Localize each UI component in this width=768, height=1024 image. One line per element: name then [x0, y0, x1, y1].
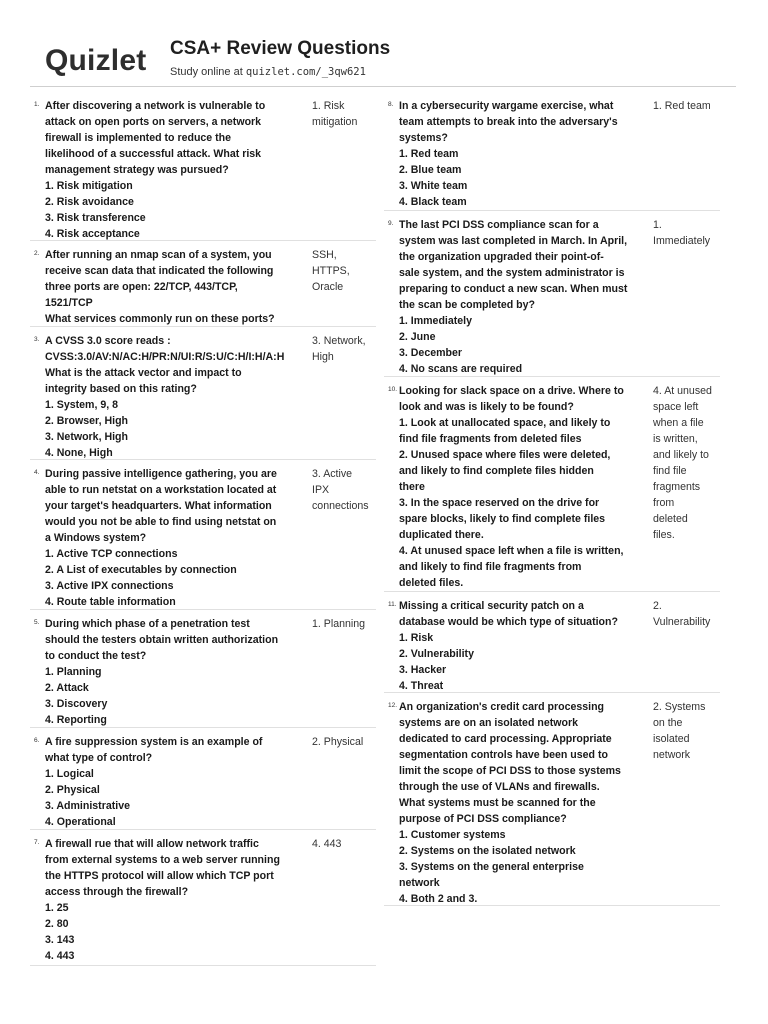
answer-line: deleted — [653, 513, 688, 525]
answer-line: Vulnerability — [653, 616, 711, 628]
question-line: a Windows system? — [45, 532, 147, 544]
answer-text — [312, 616, 378, 632]
question-line: systems? — [399, 132, 448, 144]
question-number: 3. — [34, 336, 40, 343]
question-line: 3. Systems on the general enterprise — [399, 861, 584, 873]
question-number: 1. — [34, 101, 40, 108]
question-line: A CVSS 3.0 score reads : — [45, 335, 171, 347]
answer-line: 4. At unused — [653, 385, 712, 397]
answer-line: 1. — [653, 219, 662, 231]
question-line: integrity based on this rating? — [45, 383, 197, 395]
answer-line: Oracle — [312, 281, 344, 293]
question-line: there — [399, 481, 425, 493]
question-line: 4. No scans are required — [399, 363, 523, 375]
question-line: should the testers obtain written authorization — [45, 634, 279, 646]
question-line: 4. At unused space left when a file is written, — [399, 545, 624, 557]
question-line: 4. Threat — [399, 680, 444, 692]
question-line: sale system, and the system administrator is — [399, 267, 625, 279]
question-line: 1. Logical — [45, 768, 94, 780]
question-card — [384, 211, 720, 377]
question-line: 1. Planning — [45, 666, 102, 678]
answer-line: network — [653, 749, 691, 761]
question-line: 3. White team — [399, 180, 468, 192]
question-line: 1. System, 9, 8 — [45, 399, 119, 411]
question-number: 4. — [34, 469, 40, 476]
answer-line: Immediately — [653, 235, 711, 247]
question-line: 1. 25 — [45, 902, 69, 914]
question-line: 1. Red team — [399, 148, 459, 160]
answer-line: from — [653, 497, 675, 509]
answer-line: 2. — [653, 600, 662, 612]
answer-line: SSH, — [312, 249, 337, 261]
question-text — [45, 98, 300, 242]
question-line: systems are on an isolated network — [399, 717, 578, 729]
question-line: able to run netstat on a workstation located at — [45, 484, 277, 496]
question-number: 5. — [34, 619, 40, 626]
question-line: 2. June — [399, 331, 436, 343]
question-line: 2. Attack — [45, 682, 89, 694]
answer-line: 1. Red team — [653, 100, 711, 112]
answer-line: 3. Active — [312, 468, 353, 480]
question-card — [30, 728, 376, 830]
question-line: 3. In the space reserved on the drive for — [399, 497, 600, 509]
question-number: 8. — [388, 101, 394, 108]
question-line: the scan be completed by? — [399, 299, 535, 311]
question-line: During which phase of a penetration test — [45, 618, 250, 630]
question-card — [30, 610, 376, 728]
answer-line: fragments — [653, 481, 701, 493]
question-line: 3. Risk transference — [45, 212, 146, 224]
answer-text — [653, 598, 721, 630]
question-line: find file fragments from deleted files — [399, 433, 582, 445]
answer-line: is written, — [653, 433, 698, 445]
question-line: spare blocks, likely to find complete files — [399, 513, 606, 525]
question-line: 2. Physical — [45, 784, 100, 796]
question-line: 2. Systems on the isolated network — [399, 845, 576, 857]
question-text — [399, 217, 644, 377]
question-line: duplicated there. — [399, 529, 484, 541]
answer-text — [312, 333, 378, 365]
question-text — [399, 98, 644, 210]
question-card — [30, 327, 376, 460]
question-line: 4. 443 — [45, 950, 75, 962]
answer-text — [653, 217, 721, 249]
question-line: to conduct the test? — [45, 650, 147, 662]
question-line: 1. Risk mitigation — [45, 180, 133, 192]
answer-line: isolated — [653, 733, 690, 745]
question-line: management strategy was pursued? — [45, 164, 229, 176]
question-text — [45, 616, 300, 728]
question-text — [45, 247, 300, 327]
question-line: 1. Customer systems — [399, 829, 506, 841]
answer-text — [312, 734, 378, 750]
question-line: your target's headquarters. What information — [45, 500, 272, 512]
question-line: purpose of PCI DSS compliance? — [399, 813, 567, 825]
question-line: firewall is implemented to reduce the — [45, 132, 232, 144]
question-line: 3. Discovery — [45, 698, 108, 710]
answer-line: 2. Systems — [653, 701, 706, 713]
answer-text — [312, 247, 378, 295]
question-line: 4. None, High — [45, 447, 113, 459]
question-line: deleted files. — [399, 577, 464, 589]
question-line: In a cybersecurity wargame exercise, what — [399, 100, 614, 112]
question-number: 10. — [388, 386, 398, 393]
question-line: 1. Risk — [399, 632, 434, 644]
question-line: and likely to find complete files hidden — [399, 465, 594, 477]
question-line: 4. Operational — [45, 816, 116, 828]
question-line: What services commonly run on these ports? — [45, 313, 275, 325]
answer-line: when a file — [653, 417, 704, 429]
question-card — [30, 241, 376, 327]
question-line: 2. Vulnerability — [399, 648, 474, 660]
question-line: CVSS:3.0/AV:N/AC:H/PR:N/UI:R/S:U/C:H/I:H/A:H — [45, 351, 285, 363]
question-number: 6. — [34, 737, 40, 744]
question-text — [45, 466, 300, 610]
question-line: the HTTPS protocol will allow which TCP port — [45, 870, 274, 882]
question-line: During passive intelligence gathering, you are — [45, 468, 277, 480]
question-column-right — [384, 92, 720, 906]
answer-line: on the — [653, 717, 683, 729]
question-line: 4. Both 2 and 3. — [399, 893, 478, 905]
answer-line: 4. 443 — [312, 838, 342, 850]
question-text — [399, 383, 644, 591]
question-line: 3. Hacker — [399, 664, 447, 676]
question-line: What is the attack vector and impact to — [45, 367, 242, 379]
question-line: 1521/TCP — [45, 297, 93, 309]
question-card — [30, 460, 376, 610]
question-text — [399, 699, 644, 907]
question-line: An organization's credit card processing — [399, 701, 605, 713]
answer-line: 1. Risk — [312, 100, 345, 112]
question-line: segmentation controls have been used to — [399, 749, 608, 761]
question-line: After discovering a network is vulnerable to — [45, 100, 266, 112]
question-line: 1. Immediately — [399, 315, 473, 327]
question-line: 1. Look at unallocated space, and likely to — [399, 417, 611, 429]
question-card — [384, 693, 720, 906]
question-line: and likely to find file fragments from — [399, 561, 582, 573]
answer-text — [653, 383, 721, 543]
answer-text — [653, 699, 721, 763]
question-card — [30, 92, 376, 241]
question-line: 3. Network, High — [45, 431, 128, 443]
question-line: A firewall rue that will allow network traffic — [45, 838, 259, 850]
question-number: 9. — [388, 220, 394, 227]
question-line: 2. Browser, High — [45, 415, 129, 427]
question-line: After running an nmap scan of a system, you — [45, 249, 272, 261]
page-title: CSA+ Review Questions — [170, 38, 391, 59]
question-line: 1. Active TCP connections — [45, 548, 178, 560]
answer-text — [312, 836, 378, 852]
question-card — [30, 830, 376, 966]
question-line: 2. 80 — [45, 918, 69, 930]
study-online-line — [170, 66, 366, 78]
question-line: 3. Active IPX connections — [45, 580, 174, 592]
question-number: 2. — [34, 250, 40, 257]
answer-line: connections — [312, 500, 369, 512]
question-line: system was last completed in March. In April, — [399, 235, 628, 247]
question-line: through the use of VLANs and firewalls. — [399, 781, 600, 793]
question-line: receive scan data that indicated the following — [45, 265, 274, 277]
question-line: A fire suppression system is an example of — [45, 736, 263, 748]
answer-line: 3. Network, — [312, 335, 366, 347]
answer-text — [653, 98, 721, 114]
question-line: likelihood of a successful attack. What risk — [45, 148, 262, 160]
question-line: access through the firewall? — [45, 886, 189, 898]
question-line: 2. Blue team — [399, 164, 462, 176]
question-line: 4. Black team — [399, 196, 467, 208]
page-header — [0, 0, 768, 90]
question-line: 4. Reporting — [45, 714, 107, 726]
question-line: attack on open ports on servers, a network — [45, 116, 262, 128]
question-card — [384, 377, 720, 592]
question-line: What systems must be scanned for the — [399, 797, 596, 809]
question-line: what type of control? — [45, 752, 153, 764]
question-line: three ports are open: 22/TCP, 443/TCP, — [45, 281, 238, 293]
question-line: Looking for slack space on a drive. Where to — [399, 385, 624, 397]
question-line: 3. Administrative — [45, 800, 130, 812]
answer-line: IPX — [312, 484, 330, 496]
question-line: 4. Risk acceptance — [45, 228, 140, 240]
answer-line: files. — [653, 529, 675, 541]
question-line: The last PCI DSS compliance scan for a — [399, 219, 599, 231]
question-line: network — [399, 877, 440, 889]
answer-text — [312, 98, 378, 130]
question-number: 7. — [34, 839, 40, 846]
question-line: database would be which type of situation? — [399, 616, 618, 628]
answer-line: mitigation — [312, 116, 358, 128]
question-card — [384, 92, 720, 211]
question-text — [45, 836, 300, 964]
question-line: 3. December — [399, 347, 463, 359]
question-line: 3. 143 — [45, 934, 75, 946]
question-line: Missing a critical security patch on a — [399, 600, 584, 612]
question-line: 2. A List of executables by connection — [45, 564, 237, 576]
answer-line: find file — [653, 465, 687, 477]
question-line: dedicated to card processing. Appropriate — [399, 733, 612, 745]
subtitle-prefix: Study online at — [170, 66, 246, 78]
answer-line: High — [312, 351, 334, 363]
question-number: 12. — [388, 702, 398, 709]
question-text — [45, 333, 300, 461]
question-card — [384, 592, 720, 693]
question-text — [45, 734, 300, 830]
question-line: the organization upgraded their point-of- — [399, 251, 604, 263]
question-line: team attempts to break into the adversary's — [399, 116, 618, 128]
answer-text — [312, 466, 378, 514]
question-line: 2. Risk avoidance — [45, 196, 134, 208]
question-line: would you not be able to find using netstat on — [45, 516, 277, 528]
answer-line: space left — [653, 401, 699, 413]
answer-line: 2. Physical — [312, 736, 364, 748]
question-text — [399, 598, 644, 694]
answer-line: HTTPS, — [312, 265, 350, 277]
question-line: look and was is likely to be found? — [399, 401, 574, 413]
header-divider — [30, 86, 736, 87]
question-number: 11. — [388, 601, 397, 608]
answer-line: and likely to — [653, 449, 709, 461]
question-line: from external systems to a web server running — [45, 854, 280, 866]
question-column-left — [30, 92, 376, 966]
question-line: limit the scope of PCI DSS to those systems — [399, 765, 621, 777]
study-url-link[interactable]: quizlet.com/_3qw621 — [245, 66, 366, 78]
question-line: 2. Unused space where files were deleted, — [399, 449, 611, 461]
quizlet-logo[interactable]: Quizlet — [45, 44, 147, 77]
question-line: preparing to conduct a new scan. When must — [399, 283, 628, 295]
answer-line: 1. Planning — [312, 618, 366, 630]
question-line: 4. Route table information — [45, 596, 176, 608]
